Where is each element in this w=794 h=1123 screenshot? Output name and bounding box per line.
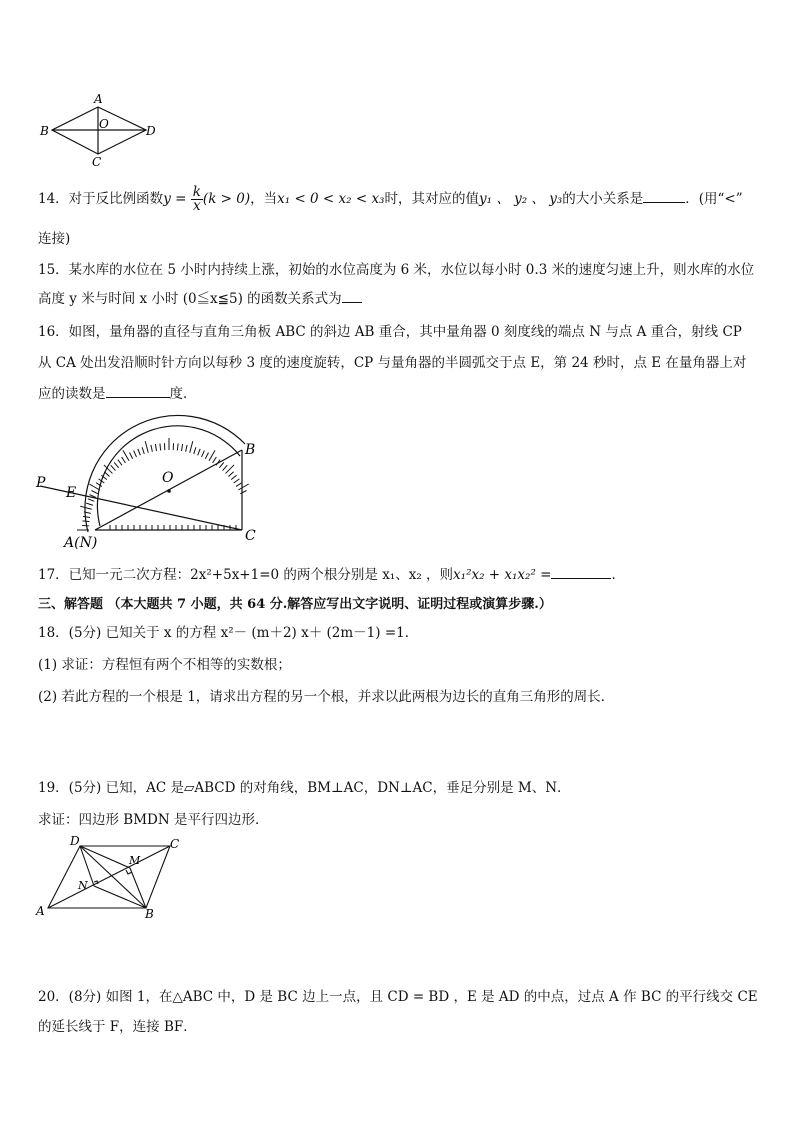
label-E: E [66,485,77,501]
q20-line2: 的延长线于 F，连接 BF． [38,1019,197,1035]
protractor-tick [155,444,156,451]
protractor-tick [89,484,99,490]
label-N: N [78,879,88,892]
protractor-tick [111,465,116,470]
protractor-tick [205,452,208,458]
label-C: C [245,528,256,544]
q17-expression: x₁²x₂ + x₁x₂² = [453,567,552,583]
q14-mid2: 时，其对应的值 [384,191,479,207]
parallelogram-figure [34,834,184,920]
protractor-tick [138,449,141,456]
protractor-tick [123,450,129,460]
q16-line3 [38,385,197,403]
protractor-tick [238,484,248,490]
q20-line1: 20．(8分) 如图 1，在△ABC 中，D 是 BC 边上一点，且 CD = BD ，E 是 AD 的中点，过点 A 作 BC 的平行线交 CE [38,989,758,1005]
protractor-tick [122,457,126,463]
label-M: M [129,854,141,867]
protractor-tick [219,462,223,467]
protractor-tick [228,472,233,477]
protractor-tick [223,465,228,470]
protractor-tick [142,447,144,454]
q14-line2: 连接) [38,231,71,247]
protractor-tick [202,451,205,457]
protractor-tick [88,499,95,502]
q17-end: ． [611,567,625,583]
label-B: B [245,442,256,458]
answer-blank [551,566,611,579]
protractor-tick [236,483,242,487]
question-14: 14．对于反比例函数y = $\frac{k}{x}$ (k > 0)，当x₁ < 0 < x₂ < x₃时，其对应的值y₁ 、 y₂ 、 y₃的大小关系是 ．(用“<” [38,184,743,214]
answer-blank [342,290,362,303]
q17-lead: 17．已知一元二次方程：2x²+5x+1=0 的两个根分别是 x₁、x₂ ，则 [38,567,454,583]
label-B: B [40,124,49,138]
label-B: B [145,907,154,920]
protractor-tick [213,457,217,463]
protractor-tick [198,449,201,456]
question-17 [38,566,625,584]
protractor-tick [194,447,196,454]
label-A: A [36,904,45,918]
label-O: O [162,470,174,486]
protractor-tick [190,441,193,453]
q16-line3-a: 应的读数是 [38,386,106,402]
protractor-tick [231,475,236,479]
protractor-tick [160,443,161,450]
q14-inequality: x₁ < 0 < x₂ < x₃ [277,191,385,207]
q15-line2 [38,290,362,308]
protractor-tick [240,491,246,494]
q18-line1: 18．(5分) 已知关于 x 的方程 x²－ (m＋2) x＋ (2m－1) =1． [38,625,419,641]
protractor-tick [151,445,152,452]
q15-line1: 15．某水库的水位在 5 小时内持续上涨，初始的水位高度为 6 米，水位以每小时 0.3 米的速度匀速上升，则水库的水位 [38,262,755,278]
q16-line1: 16．如图，量角器的直径与直角三角板 ABC 的斜边 AB 重合，其中量角器 0 刻度线的端点 N 与点 A 重合，射线 CP [38,324,742,340]
section-3-heading: 三、解答题 （本大题共 7 小题，共 64 分.解答应写出文字说明、证明过程或演算步骤.） [38,597,552,612]
rhombus-figure [36,90,166,170]
q14-values: y₁ 、 y₂ 、 y₃ [478,191,563,207]
q14-frac-num: k [192,184,201,200]
answer-blank [106,385,170,398]
label-C: C [92,155,102,169]
protractor-tick [134,451,137,457]
protractor-tick [130,452,133,458]
protractor-figure [30,414,270,554]
protractor-tick [182,444,183,451]
q18-part1: (1) 求证：方程恒有两个不相等的实数根； [38,657,291,673]
q14-end: ．(用“<” [685,191,743,207]
label-C: C [170,837,180,851]
protractor-tick [177,443,178,450]
q14-condition: (k > 0) [202,191,251,207]
q14-mid: ，当 [250,191,278,207]
q19-line1: 19．(5分) 已知，AC 是▱ABCD 的对角线，BM⊥AC，DN⊥AC，垂足分别是 M、N． [38,780,571,796]
protractor-tick [234,479,240,483]
label-AN: A(N) [64,535,98,551]
label-P: P [36,475,46,491]
answer-blank [643,190,685,203]
label-O: O [99,117,109,131]
protractor-tick [104,472,109,477]
q15-line2-text: 高度 y 米与时间 x 小时 (0≦x≦5) 的函数关系式为 [38,291,342,307]
q14-lead: 14．对于反比例函数 [38,191,164,207]
protractor-tick [145,441,148,453]
protractor-tick [186,445,187,452]
protractor-tick [118,460,122,466]
label-D: D [146,124,156,138]
protractor-tick [82,521,89,522]
q16-line3-b: 度． [169,386,197,402]
q19-line2: 求证：四边形 BMDN 是平行四边形． [38,812,269,828]
label-A: A [94,92,103,106]
q16-line2: 从 CA 处出发沿顺时针方向以每秒 3 度的速度旋转，CP 与量角器的半圆弧交于点 E，第 24 秒时，点 E 在量角器上对 [38,355,747,371]
q14-tail: 的大小关系是 [562,191,644,207]
label-D: D [70,834,80,848]
protractor-tick [91,491,97,494]
q18-part2: (2) 若此方程的一个根是 1，请求出方程的另一个根，并求以此两根为边长的直角三角形的周长． [38,689,615,705]
protractor-tick [80,506,92,509]
protractor-tick [86,503,93,505]
protractor-tick [114,462,118,467]
q14-frac-den: x [193,198,201,214]
protractor-tick [209,450,215,460]
protractor-tick [83,516,90,517]
